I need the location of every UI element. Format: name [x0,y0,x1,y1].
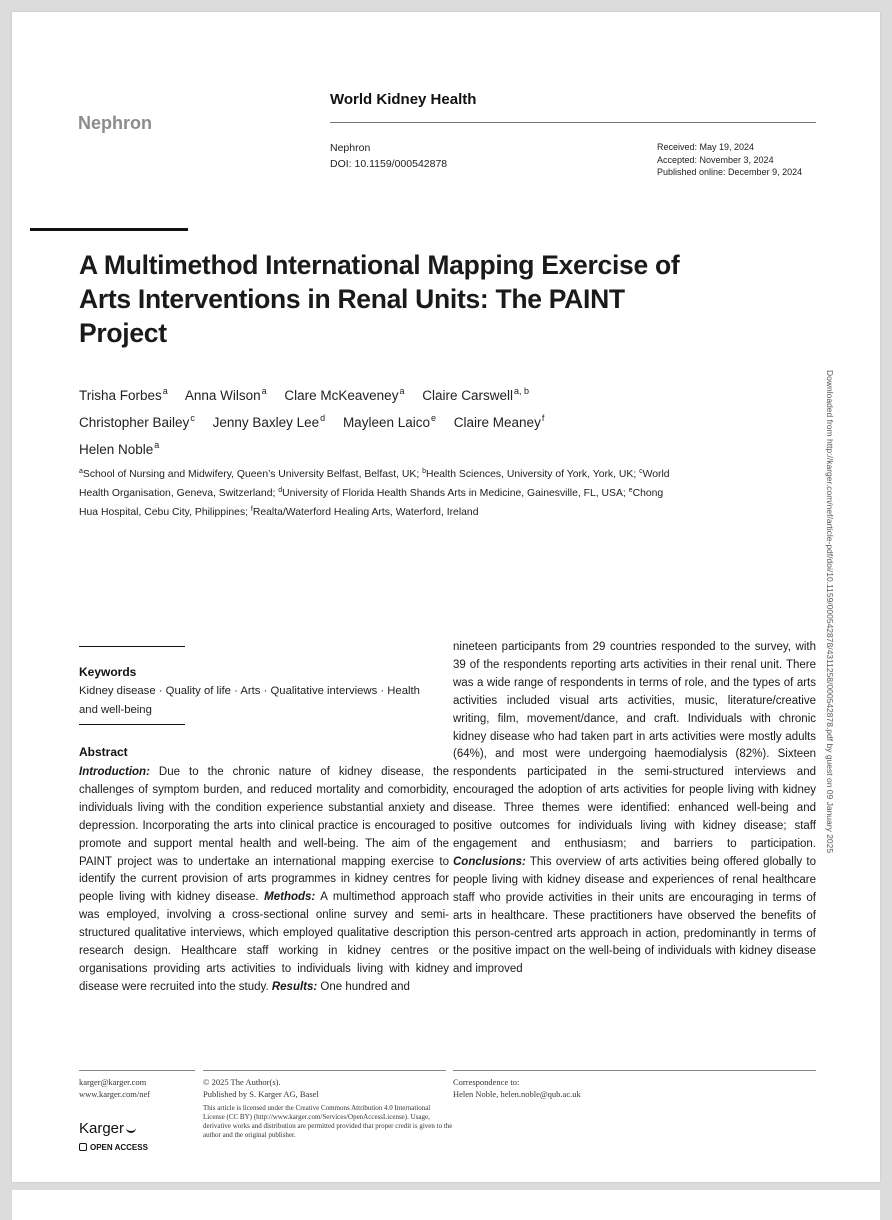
author[interactable]: Mayleen Laico$^e$ [342,413,437,430]
publication-info [330,140,447,172]
section-divider [330,122,816,123]
author[interactable]: Claire Carswell$^{a, b}$ [422,386,530,403]
open-access-badge: OPEN ACCESS [79,1143,148,1152]
karger-logo: Karger [79,1120,136,1137]
correspondence-block [453,1076,581,1100]
published-date: Published online: December 9, 2024 [657,167,803,177]
author[interactable]: Anna Wilson$^a$ [184,386,267,403]
title-accent-bar [30,228,188,231]
conclusions-text: This overview of arts activities being offered globally to people living with kidney disease and experiences of renal healthcare staff who provide activities in their units are encouraging in terms of arts in healthcare. These practitioners have observed the benefits of this person-centred arts approach in action, predominantly in terms of the positive impact on the well-being of individuals with kidney disease and improved [453,855,816,976]
keywords-section [79,663,439,720]
author[interactable]: Trisha Forbes$^a$ [79,386,168,403]
license-text: This article is licensed under the Creative Commons Attribution 4.0 International License (CC BY) (http://www.karger.com/Services/OpenAccessLicense). Usage, derivative works and distribution are permitted provided that proper credit is given to the author and the original publisher. [203,1104,453,1139]
license-block [203,1076,453,1140]
author[interactable]: Helen Noble$^a$ [79,440,160,457]
affiliations: $^a$School of Nursing and Midwifery, Queen’s University Belfast, Belfast, UK; $^b$Health Sciences, University of York, York, UK; $^c$World Health Organisation, Geneva, Switzerland; $^d$University of Florida Health Shands Arts in Medicine, Gainesville, FL, USA; $^e$Chong Hua Hospital, Cebu City, Philippines; $^f$Realta/Waterford Healing Arts, Waterford, Ireland [79,468,670,518]
methods-text: A multimethod approach was employed, involving a cross-sectional online survey and semi-structured qualitative interviews, which employed qualitative description research design. Healthcare staff working in kidney centres or organisations providing arts activities to individuals living with kidney disease were recruited into the study. [79,891,449,993]
results-text: One hundred and [317,980,410,993]
keywords-list: Kidney disease · Quality of life · Arts · Qualitative interviews · Health and well-being [79,685,420,716]
received-date: Received: May 19, 2024 [657,142,755,152]
publisher-website[interactable]: www.karger.com/nef [79,1089,151,1099]
abstract-right-column [453,639,816,979]
publisher-contact [79,1076,150,1100]
footer-rule-mid [203,1070,446,1071]
introduction-label: Introduction: [79,766,150,778]
download-notice: Downloaded from http://karger.com/nef/article-pdf/doi/10.1159/000542878/4311258/000542878.pdf by guest on 09 January 2025 [825,370,835,854]
karger-logo-mark [126,1125,136,1133]
author-list [79,380,679,461]
accepted-date: Accepted: November 3, 2024 [657,154,774,165]
footer-rule-left [79,1070,195,1071]
author[interactable]: Jenny Baxley Lee$^d$ [212,413,326,430]
next-page-edge [12,1190,880,1220]
correspondence-contact[interactable]: Helen Noble, helen.noble@qub.ac.uk [453,1089,581,1099]
results-continued: nineteen participants from 29 countries responded to the survey, with 39 of the respondents reporting arts activities in their renal unit. There was a wide range of respondents in terms of role, and the types of arts activities included visual arts activities, music, literature/creative writing, film, movement/dance, and craft. Individuals with chronic kidney disease who had taken part in arts activities were mostly adults (64%), and most were undergoing haemodialysis (82%). Sixteen respondents participated in the semi-structured interviews and encouraged the adoption of arts activities for people living with kidney disease. Three themes were identified: enhanced well-being and positive outcomes for individuals living with kidney disease; staff engagement and enthusiasm; and barriers to participation. [453,641,816,850]
abstract-left-column [79,764,449,997]
footer-rule-right [453,1070,816,1071]
results-label: Results: [271,980,318,993]
abstract-rule [79,724,185,725]
publisher-line: Published by S. Karger AG, Basel [203,1089,319,1099]
keywords-heading: Keywords [79,665,137,679]
section-title: World Kidney Health [330,91,477,108]
article-page [12,12,880,1182]
correspondence-label: Correspondence to: [453,1077,520,1087]
article-dates [657,141,802,179]
article-title: A Multimethod International Mapping Exercise of Arts Interventions in Renal Units: The PAINT Project [79,250,680,348]
copyright: © 2025 The Author(s). [203,1077,281,1087]
journal-line: Nephron [330,142,371,154]
conclusions-label: Conclusions: [453,855,526,868]
author[interactable]: Clare McKeaveney$^a$ [284,386,405,403]
doi: DOI: 10.1159/000542878 [330,158,448,170]
methods-label: Methods: [264,891,316,904]
open-lock-icon [79,1143,87,1151]
introduction-text: Due to the chronic nature of kidney disease, the challenges of symptom burden, and reduced mortality and comorbidity, individuals living with the condition experience substantial anxiety and depression. Incorporating the arts into clinical practice is encouraged to promote and support mental health and well-being. The aim of the PAINT project was to undertake an international mapping exercise to identify the current provision of arts programmes in kidney centres for people living with kidney disease. [79,766,449,904]
abstract-heading: Abstract [79,745,128,759]
journal-name: Nephron [78,113,152,133]
author[interactable]: Christopher Bailey$^c$ [79,413,195,430]
publisher-email[interactable]: karger@karger.com [79,1077,147,1087]
keywords-rule [79,646,185,647]
author[interactable]: Claire Meaney$^f$ [453,413,545,430]
